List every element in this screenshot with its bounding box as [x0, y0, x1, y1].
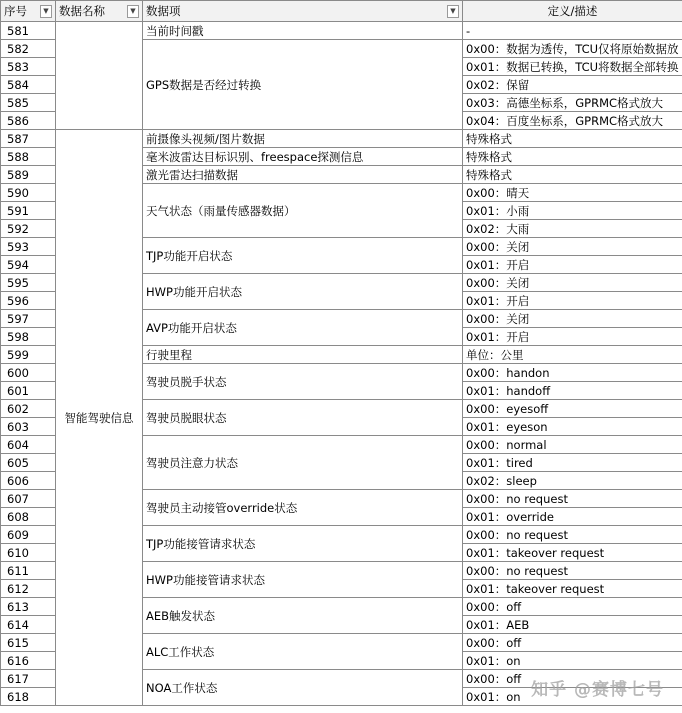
cell-def[interactable]: 0x00：晴天	[463, 184, 682, 202]
cell-num[interactable]: 599	[1, 346, 56, 364]
cell-num[interactable]: 583	[1, 58, 56, 76]
cell-num[interactable]: 595	[1, 274, 56, 292]
cell-def[interactable]: 0x00：no request	[463, 562, 682, 580]
header-num: 序号 ▼	[1, 1, 56, 22]
cell-num[interactable]: 604	[1, 436, 56, 454]
cell-group-name[interactable]: 智能驾驶信息	[56, 130, 143, 706]
filter-dropdown-icon[interactable]: ▼	[40, 5, 52, 18]
cell-num[interactable]: 587	[1, 130, 56, 148]
cell-def[interactable]: 0x03：高德坐标系，GPRMC格式放大	[463, 94, 682, 112]
cell-item[interactable]: 当前时间戳	[143, 22, 463, 40]
cell-num[interactable]: 588	[1, 148, 56, 166]
cell-def[interactable]: 0x01：开启	[463, 292, 682, 310]
cell-num[interactable]: 593	[1, 238, 56, 256]
cell-def[interactable]: 0x01：on	[463, 688, 682, 706]
cell-def[interactable]: 0x00：关闭	[463, 274, 682, 292]
cell-item[interactable]: 前摄像头视频/图片数据	[143, 130, 463, 148]
cell-num[interactable]: 618	[1, 688, 56, 706]
cell-def[interactable]: 0x00：关闭	[463, 310, 682, 328]
cell-def[interactable]: 0x01：handoff	[463, 382, 682, 400]
cell-def[interactable]: 0x02：大雨	[463, 220, 682, 238]
cell-num[interactable]: 613	[1, 598, 56, 616]
cell-num[interactable]: 594	[1, 256, 56, 274]
cell-num[interactable]: 612	[1, 580, 56, 598]
cell-item[interactable]: ALC工作状态	[143, 634, 463, 670]
cell-num[interactable]: 591	[1, 202, 56, 220]
cell-num[interactable]: 584	[1, 76, 56, 94]
cell-def[interactable]: 0x04：百度坐标系，GPRMC格式放大	[463, 112, 682, 130]
cell-def[interactable]: 0x00：handon	[463, 364, 682, 382]
cell-item[interactable]: TJP功能开启状态	[143, 238, 463, 274]
cell-def[interactable]: 0x01：on	[463, 652, 682, 670]
table-row	[1, 130, 682, 148]
cell-num[interactable]: 603	[1, 418, 56, 436]
cell-num[interactable]: 602	[1, 400, 56, 418]
cell-def[interactable]: 0x01：开启	[463, 328, 682, 346]
header-def: 定义/描述	[463, 1, 682, 22]
cell-def[interactable]: -	[463, 22, 682, 40]
cell-num[interactable]: 581	[1, 22, 56, 40]
cell-num[interactable]: 609	[1, 526, 56, 544]
cell-def[interactable]: 0x01：takeover request	[463, 580, 682, 598]
filter-dropdown-icon[interactable]: ▼	[447, 5, 459, 18]
cell-num[interactable]: 582	[1, 40, 56, 58]
cell-def[interactable]: 0x00：数据为透传，TCU仅将原始数据放	[463, 40, 682, 58]
cell-item[interactable]: TJP功能接管请求状态	[143, 526, 463, 562]
cell-name[interactable]	[56, 22, 143, 130]
cell-num[interactable]: 590	[1, 184, 56, 202]
cell-def[interactable]: 0x00：关闭	[463, 238, 682, 256]
cell-def[interactable]: 0x00：no request	[463, 490, 682, 508]
cell-num[interactable]: 585	[1, 94, 56, 112]
cell-item[interactable]: GPS数据是否经过转换	[143, 40, 463, 130]
cell-def[interactable]: 单位：公里	[463, 346, 682, 364]
header-item: 数据项 ▼	[143, 1, 463, 22]
cell-num[interactable]: 589	[1, 166, 56, 184]
cell-num[interactable]: 597	[1, 310, 56, 328]
cell-item[interactable]: 驾驶员主动接管override状态	[143, 490, 463, 526]
cell-item[interactable]: 驾驶员脱手状态	[143, 364, 463, 400]
cell-def[interactable]: 0x01：override	[463, 508, 682, 526]
cell-def[interactable]: 0x02：sleep	[463, 472, 682, 490]
header-row	[1, 1, 682, 22]
cell-def[interactable]: 0x01：takeover request	[463, 544, 682, 562]
cell-def[interactable]: 0x00：normal	[463, 436, 682, 454]
cell-def[interactable]: 特殊格式	[463, 166, 682, 184]
cell-def[interactable]: 0x00：eyesoff	[463, 400, 682, 418]
cell-def[interactable]: 0x01：开启	[463, 256, 682, 274]
table-row	[1, 22, 682, 40]
cell-num[interactable]: 614	[1, 616, 56, 634]
cell-item[interactable]: AVP功能开启状态	[143, 310, 463, 346]
cell-num[interactable]: 616	[1, 652, 56, 670]
cell-def[interactable]: 0x01：eyeson	[463, 418, 682, 436]
cell-def[interactable]: 特殊格式	[463, 148, 682, 166]
cell-num[interactable]: 586	[1, 112, 56, 130]
cell-item[interactable]: 毫米波雷达目标识别、freespace探测信息	[143, 148, 463, 166]
cell-item[interactable]: 行驶里程	[143, 346, 463, 364]
cell-def[interactable]: 0x01：AEB	[463, 616, 682, 634]
cell-item[interactable]: AEB触发状态	[143, 598, 463, 634]
cell-def[interactable]: 0x00：no request	[463, 526, 682, 544]
cell-num[interactable]: 607	[1, 490, 56, 508]
cell-item[interactable]: NOA工作状态	[143, 670, 463, 706]
cell-item[interactable]: 激光雷达扫描数据	[143, 166, 463, 184]
cell-item[interactable]: HWP功能开启状态	[143, 274, 463, 310]
cell-def[interactable]: 0x02：保留	[463, 76, 682, 94]
cell-num[interactable]: 610	[1, 544, 56, 562]
cell-num[interactable]: 598	[1, 328, 56, 346]
cell-def[interactable]: 0x00：off	[463, 634, 682, 652]
cell-num[interactable]: 592	[1, 220, 56, 238]
header-name: 数据名称 ▼	[56, 1, 143, 22]
cell-item[interactable]: 驾驶员注意力状态	[143, 436, 463, 490]
cell-item[interactable]: HWP功能接管请求状态	[143, 562, 463, 598]
filter-dropdown-icon[interactable]: ▼	[127, 5, 139, 18]
cell-def[interactable]: 0x00：off	[463, 598, 682, 616]
cell-item[interactable]: 天气状态（雨量传感器数据）	[143, 184, 463, 238]
cell-num[interactable]: 601	[1, 382, 56, 400]
cell-num[interactable]: 617	[1, 670, 56, 688]
cell-num[interactable]: 615	[1, 634, 56, 652]
cell-num[interactable]: 608	[1, 508, 56, 526]
cell-def[interactable]: 0x01：tired	[463, 454, 682, 472]
cell-num[interactable]: 606	[1, 472, 56, 490]
cell-num[interactable]: 596	[1, 292, 56, 310]
cell-item[interactable]: 驾驶员脱眼状态	[143, 400, 463, 436]
cell-num[interactable]: 605	[1, 454, 56, 472]
cell-num[interactable]: 611	[1, 562, 56, 580]
cell-def[interactable]: 特殊格式	[463, 130, 682, 148]
cell-num[interactable]: 600	[1, 364, 56, 382]
cell-def[interactable]: 0x00：off	[463, 670, 682, 688]
cell-def[interactable]: 0x01：小雨	[463, 202, 682, 220]
cell-def[interactable]: 0x01：数据已转换，TCU将数据全部转换	[463, 58, 682, 76]
watermark: 知乎 @赛博七号	[531, 680, 664, 700]
